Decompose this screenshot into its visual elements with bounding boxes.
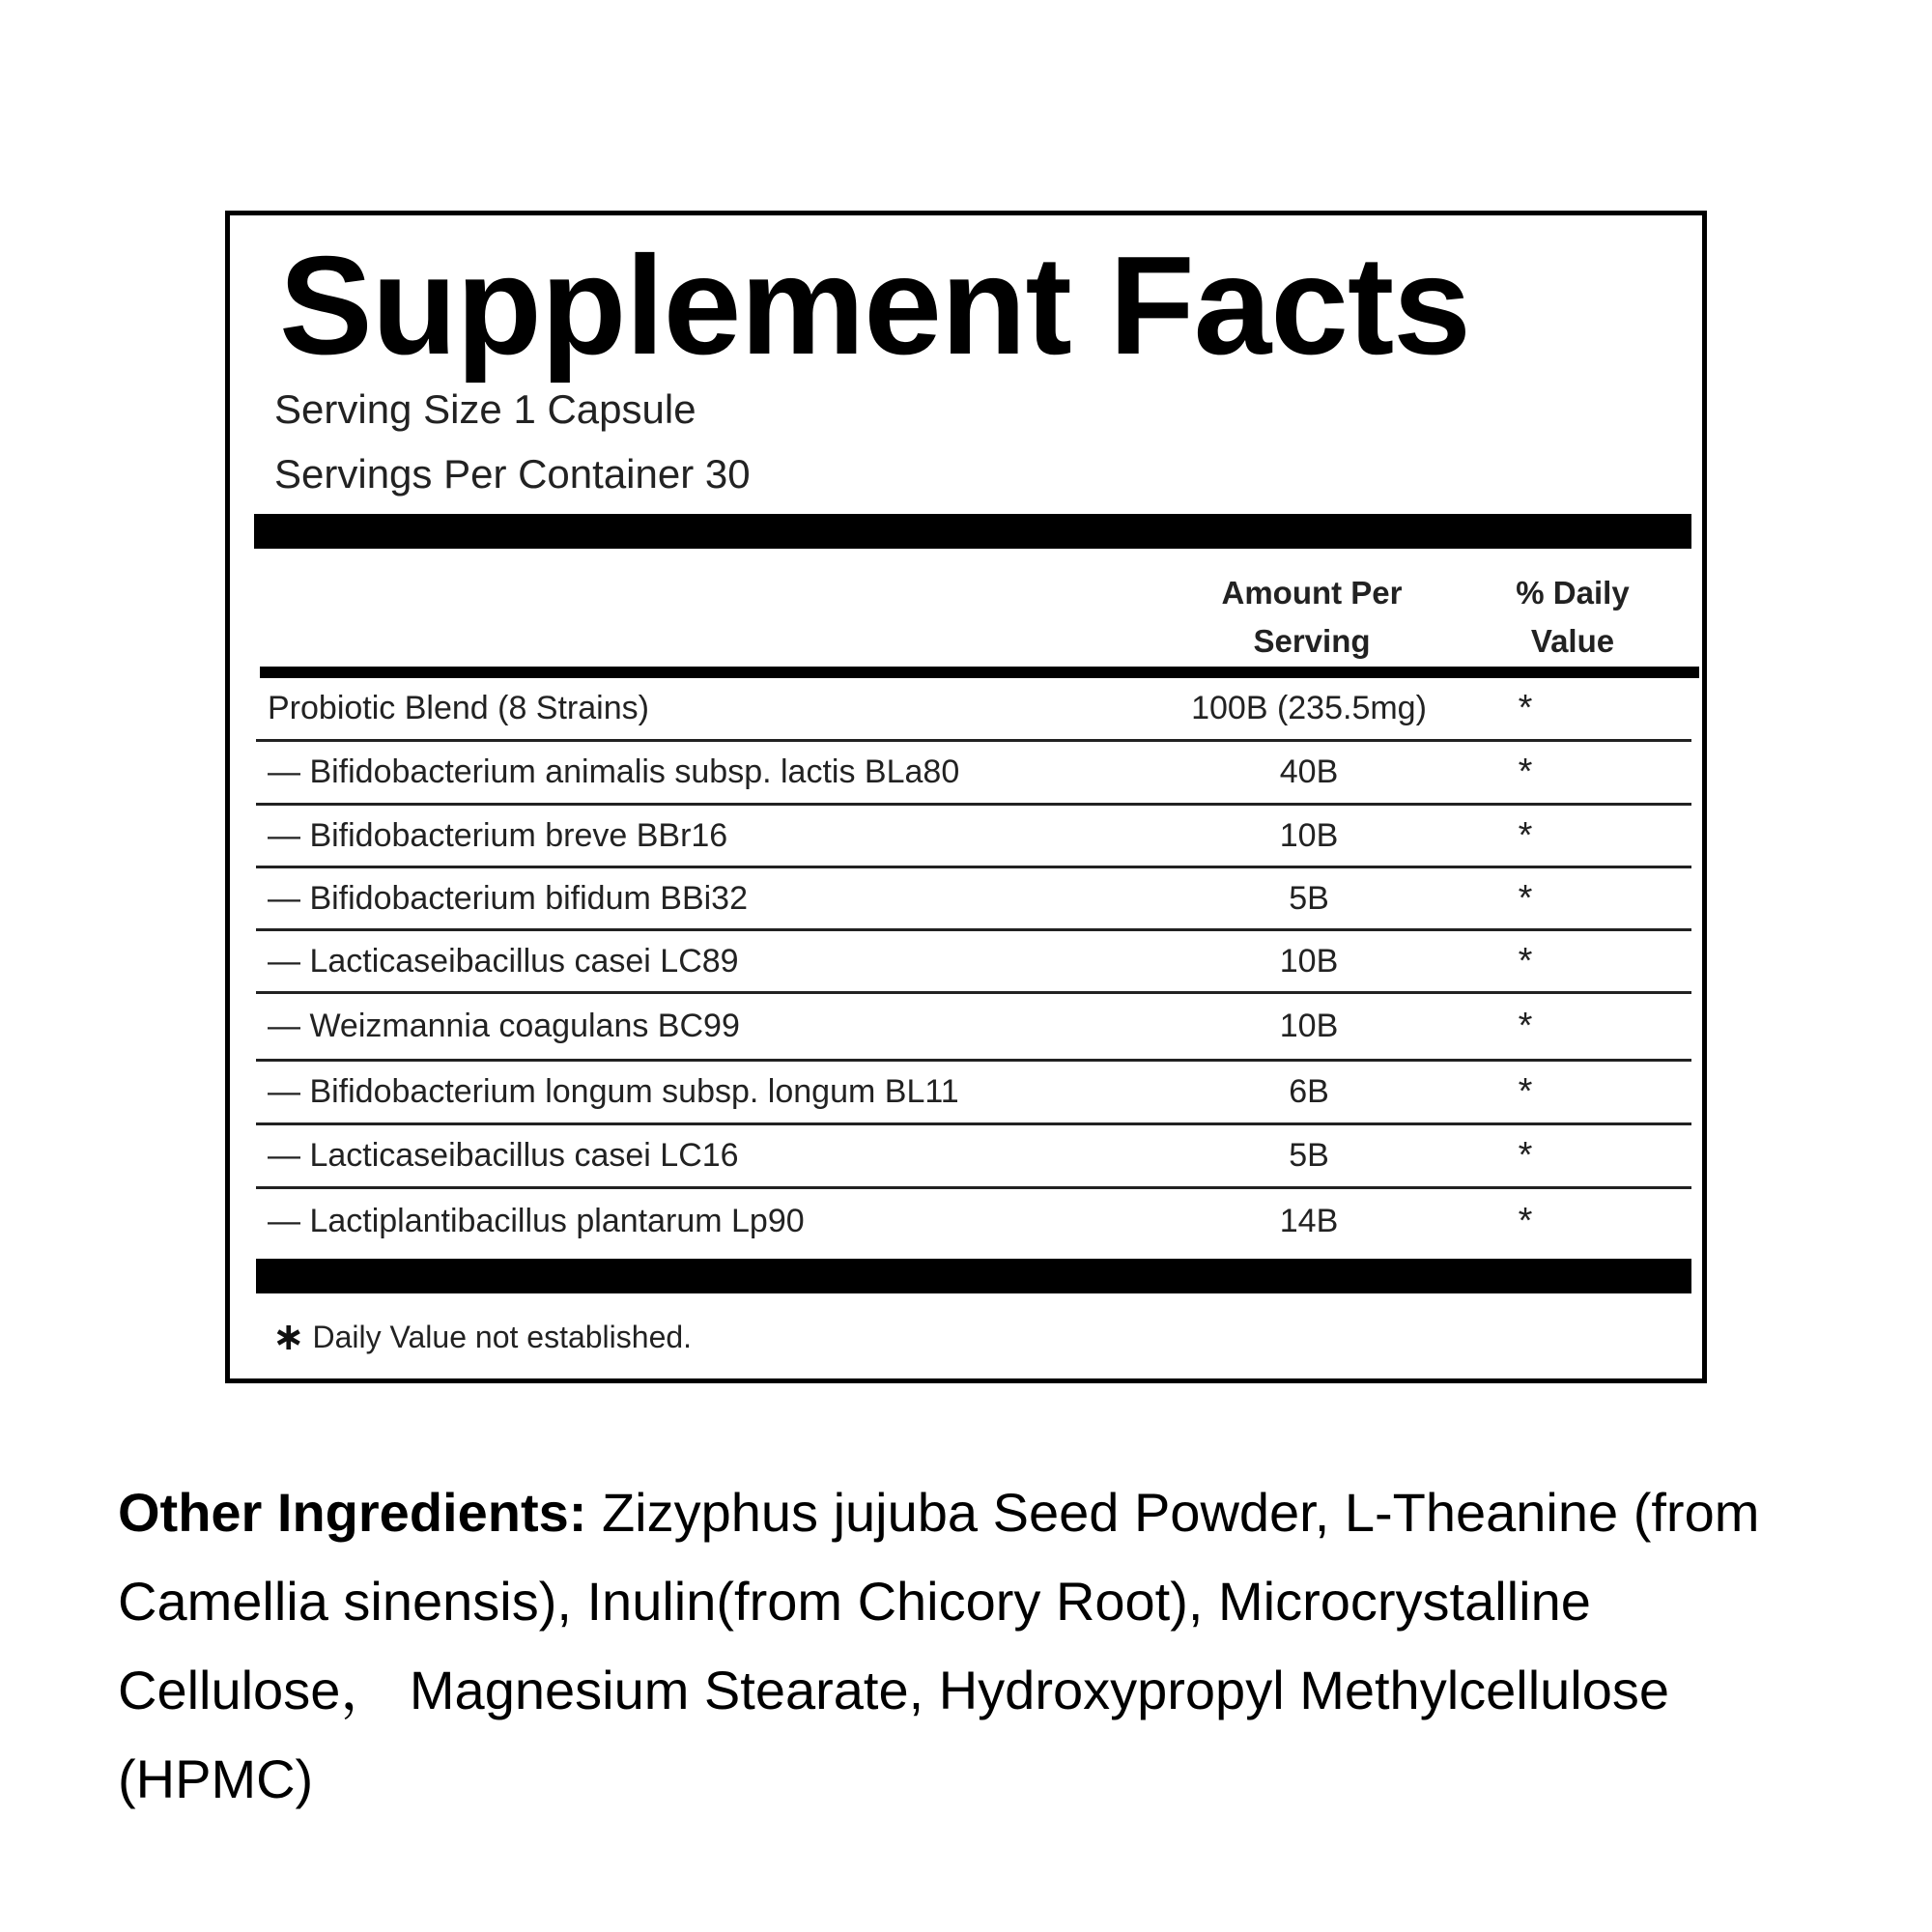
ingredient-daily-value: * [1518,814,1533,856]
ingredient-daily-value: * [1518,1135,1533,1176]
ingredient-daily-value: * [1518,1200,1533,1241]
column-header-dv-line2: Value [1530,623,1615,659]
ingredient-amount: 100B (235.5mg) [1191,690,1427,726]
table-row [256,1125,1691,1189]
ingredient-amount: 10B [1279,942,1339,980]
ingredient-name: — Lacticaseibacillus casei LC89 [268,942,739,980]
ingredient-name: — Lacticaseibacillus casei LC16 [268,1137,739,1174]
ingredient-name: — Bifidobacterium animalis subsp. lactis BLa80 [268,753,960,790]
panel-title: Supplement Facts [279,227,1470,384]
ingredient-name: Probiotic Blend (8 Strains) [268,690,649,726]
ingredient-amount: 5B [1289,879,1329,917]
table-row [256,742,1691,806]
ingredient-daily-value: * [1518,1006,1533,1046]
table-row [256,1062,1691,1125]
ingredient-amount: 40B [1279,753,1339,790]
column-header-amount-line2: Serving [1253,623,1371,659]
column-header-amount-line1: Amount Per [1221,575,1403,611]
asterisk-icon: ∗ [272,1316,305,1358]
ingredient-table [256,678,1691,1253]
table-row [256,1189,1691,1253]
ingredient-amount: 5B [1289,1137,1329,1174]
ingredient-daily-value: * [1518,752,1533,792]
servings-per-container: Servings Per Container 30 [274,451,751,497]
other-ingredients-text: Zizyphus jujuba Seed Powder, L-Theanine (from Camellia sinensis), Inulin(from Chicory Root), Microcrystalline Cellulose， Magnesium Stearate, Hydroxypropyl Methylcellulose (HPMC) [118,1482,1760,1809]
ingredient-name: — Weizmannia coagulans BC99 [268,1008,740,1044]
ingredient-daily-value: * [1518,877,1533,919]
ingredient-amount: 6B [1289,1073,1329,1110]
table-row [256,868,1691,931]
ingredient-amount: 14B [1279,1202,1339,1239]
table-row [256,931,1691,994]
column-header-dv-line1: % Daily [1516,575,1630,611]
table-row [256,994,1691,1062]
other-ingredients-label: Other Ingredients: [118,1482,587,1543]
ingredient-daily-value: * [1518,688,1533,728]
ingredient-daily-value: * [1518,940,1533,981]
daily-value-footnote [272,1318,692,1356]
footnote-text: Daily Value not established. [312,1320,693,1354]
column-header-daily-value [1457,569,1689,666]
thick-divider-bottom [256,1259,1691,1293]
ingredient-name: — Lactiplantibacillus plantarum Lp90 [268,1202,805,1239]
column-header-amount-per-serving [1148,569,1476,666]
ingredient-amount: 10B [1279,1008,1339,1044]
thick-divider-top [254,514,1691,549]
ingredient-name: — Bifidobacterium bifidum BBi32 [268,879,749,917]
table-row-probiotic-blend [256,678,1691,742]
serving-size: Serving Size 1 Capsule [274,386,696,432]
supplement-facts-panel [225,211,1707,1383]
ingredient-amount: 10B [1279,816,1339,854]
ingredient-name: — Bifidobacterium breve BBr16 [268,816,728,854]
other-ingredients [118,1468,1847,1824]
ingredient-name: — Bifidobacterium longum subsp. longum BL11 [268,1073,959,1110]
ingredient-daily-value: * [1518,1071,1533,1112]
header-divider [260,667,1699,678]
table-row [256,806,1691,868]
